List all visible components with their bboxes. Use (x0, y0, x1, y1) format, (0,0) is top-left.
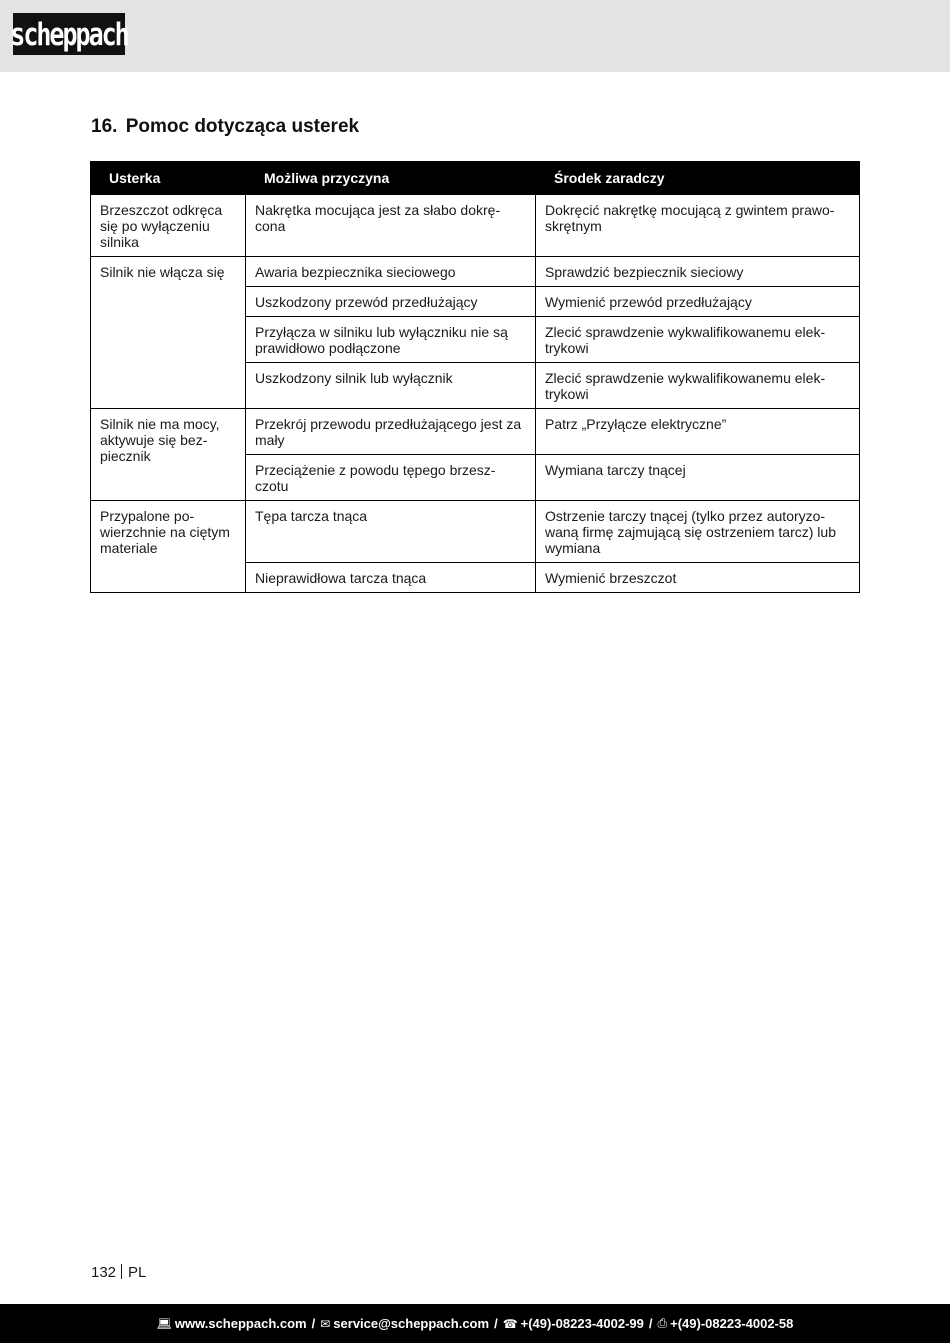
remedy-cell: Wymienić przewód przedłużający (536, 287, 860, 317)
table-row (91, 409, 860, 455)
remedy-cell: Dokręcić nakrętkę mocującą z gwintem prawo-skrętnym (536, 195, 860, 257)
header-bar (0, 0, 950, 72)
cause-cell: Awaria bezpiecznika sieciowego (246, 257, 536, 287)
header-cause: Możliwa przyczyna (246, 162, 536, 195)
cause-cell: Przyłącza w silniku lub wyłączniku nie są prawidłowo podłączone (246, 317, 536, 363)
phone-icon: ☎︎ (502, 1316, 518, 1331)
fax-icon: ⎙ (657, 1316, 668, 1330)
cause-cell: Przekrój przewodu przedłużającego jest za mały (246, 409, 536, 455)
header-remedy: Środek zaradczy (536, 162, 860, 195)
cause-cell: Tępa tarcza tnąca (246, 501, 536, 563)
section-title-text: Pomoc dotycząca usterek (125, 116, 360, 137)
fault-cell: Silnik nie ma mocy, aktywuje się bez-piecznik (91, 409, 246, 501)
section-number: 16. (91, 116, 118, 137)
footer-phone: +(49)-08223-4002-99 (520, 1316, 644, 1331)
cause-cell: Przeciążenie z powodu tępego brzesz-czotu (246, 455, 536, 501)
cause-cell: Nakrętka mocująca jest za słabo dokrę-cona (246, 195, 536, 257)
scheppach-logo: scheppach (13, 13, 125, 55)
cause-cell: Nieprawidłowa tarcza tnąca (246, 563, 536, 593)
page-divider (121, 1264, 122, 1279)
footer-fax: +(49)-08223-4002-58 (670, 1316, 794, 1331)
remedy-cell: Sprawdzić bezpiecznik sieciowy (536, 257, 860, 287)
page-language: PL (128, 1264, 147, 1281)
troubleshooting-table (90, 161, 860, 593)
header-fault: Usterka (91, 162, 246, 195)
cause-cell: Uszkodzony przewód przedłużający (246, 287, 536, 317)
page-number (91, 1264, 146, 1281)
table-row (91, 195, 860, 257)
footer-separator: / (648, 1316, 653, 1331)
footer-bar (0, 1304, 950, 1343)
fault-cell: Przypalone po-wierzchnie na ciętym materiale (91, 501, 246, 593)
remedy-cell: Zlecić sprawdzenie wykwalifikowanemu elek-trykowi (536, 363, 860, 409)
mail-icon: ✉︎ (320, 1316, 331, 1331)
remedy-cell: Ostrzenie tarczy tnącej (tylko przez autoryzo-waną firmę zajmującą się ostrzeniem tarcz) lub wymiana (536, 501, 860, 563)
remedy-cell: Wymienić brzeszczot (536, 563, 860, 593)
page-number-value: 132 (91, 1264, 117, 1281)
remedy-cell: Wymiana tarczy tnącej (536, 455, 860, 501)
footer-separator: / (311, 1316, 316, 1331)
fault-cell: Silnik nie włącza się (91, 257, 246, 409)
cause-cell: Uszkodzony silnik lub wyłącznik (246, 363, 536, 409)
computer-icon: 💻︎ (156, 1316, 172, 1331)
section-title (91, 116, 359, 138)
footer-website[interactable]: www.scheppach.com (174, 1316, 307, 1331)
fault-cell: Brzeszczot odkręca się po wyłączeniu silnika (91, 195, 246, 257)
table-header-row (91, 162, 860, 195)
table-row (91, 501, 860, 563)
table-row (91, 257, 860, 287)
remedy-cell: Zlecić sprawdzenie wykwalifikowanemu elek-trykowi (536, 317, 860, 363)
footer-email[interactable]: service@scheppach.com (333, 1316, 490, 1331)
footer-separator: / (494, 1316, 498, 1331)
remedy-cell: Patrz „Przyłącze elektryczne” (536, 409, 860, 455)
